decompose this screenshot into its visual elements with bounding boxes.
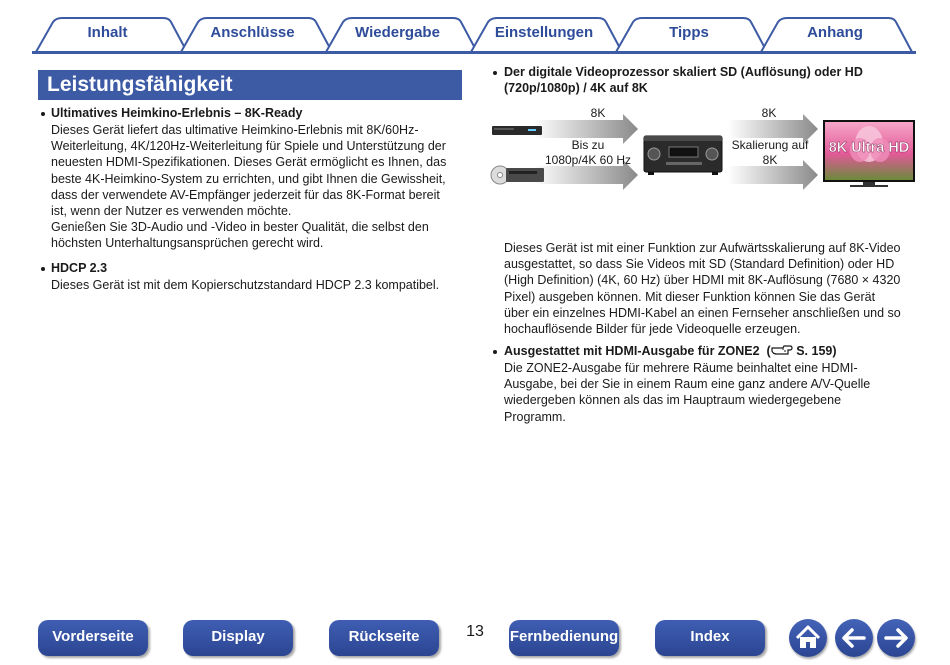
next-page-button[interactable] xyxy=(877,619,915,657)
text-line: dass der verwendete AV-Empfänger jederzeit für das 8K-Format bereit xyxy=(51,187,440,202)
input-resolution-label: 8K xyxy=(590,106,606,120)
section-title: Leistungsfähigkeit xyxy=(38,70,462,100)
index-button[interactable]: Index xyxy=(655,620,765,656)
tv-icon xyxy=(823,120,915,187)
output-resolution-desc xyxy=(720,138,820,168)
text-line: Weiterleitung, 4K/120Hz-Weiterleitung für Spiele und Unterstützung der xyxy=(51,139,446,154)
zone2-title-text: Ausgestattet mit HDMI-Ausgabe für ZONE2 xyxy=(504,344,760,358)
text-line: Skalierung auf xyxy=(731,138,809,152)
bullet-title-hdcp: HDCP 2.3 xyxy=(51,261,108,275)
ref-open-paren: ( xyxy=(763,344,771,358)
av-receiver-icon xyxy=(644,136,722,175)
home-button[interactable] xyxy=(789,619,827,657)
home-icon xyxy=(789,619,827,657)
disc-player-icon xyxy=(491,166,544,184)
arrow-left-icon xyxy=(835,619,873,657)
top-tab-bar xyxy=(0,0,950,60)
text-line: (High Definition) (4K, 60 Hz) über HDMI mit 8K-Auflösung (7680 × 4320 xyxy=(504,273,901,288)
text-line: beste 4K-Heimkino-System zu errichten, und gibt Ihnen die Gewissheit, xyxy=(51,171,446,186)
back-panel-button[interactable]: Rückseite xyxy=(329,620,439,656)
pointing-hand-icon[interactable] xyxy=(771,344,793,356)
text-line: hochauflösende Bilder für jede Videoquelle erzeugen. xyxy=(504,322,801,337)
bullet-dot xyxy=(41,267,45,271)
text-line: Die ZONE2-Ausgabe für mehrere Räume beinhaltet eine HDMI- xyxy=(504,361,858,375)
front-page-button[interactable]: Vorderseite xyxy=(38,620,148,656)
text-line: 8K xyxy=(762,153,778,167)
tab-tips[interactable]: Tipps xyxy=(669,24,709,41)
paragraph-8k-ready xyxy=(51,122,446,252)
bullet-dot xyxy=(493,350,497,354)
output-resolution-label: 8K xyxy=(761,106,777,120)
text-line: Genießen Sie 3D-Audio und -Video in bester Qualität, die selbst den xyxy=(51,220,429,235)
text-line: ist, wenn der Nutzer es verwenden möchte. xyxy=(51,204,292,219)
tab-connections[interactable]: Anschlüsse xyxy=(210,24,295,41)
tab-contents[interactable]: Inhalt xyxy=(87,24,128,41)
text-line: über ein einzelnes HDMI-Kabel an einen Fernseher anschließen und so xyxy=(504,305,901,320)
upscaling-diagram xyxy=(488,100,918,210)
text-line: ausgestattet, so dass Sie Videos mit SD (Standard Definition) oder HD xyxy=(504,257,895,272)
text-line: Der digitale Videoprozessor skaliert SD (Auflösung) oder HD xyxy=(504,65,863,79)
paragraph-zone2 xyxy=(504,360,870,425)
input-resolution-desc xyxy=(533,138,643,168)
bluray-player-icon xyxy=(492,126,542,135)
text-line: Dieses Gerät ist mit einer Funktion zur Aufwärtsskalierung auf 8K-Video xyxy=(504,241,901,255)
text-line: (720p/1080p) / 4K auf 8K xyxy=(504,81,648,95)
paragraph-hdcp: Dieses Gerät ist mit dem Kopierschutzstandard HDCP 2.3 kompatibel. xyxy=(51,278,440,292)
bullet-title-zone2 xyxy=(504,343,837,359)
tab-settings[interactable]: Einstellungen xyxy=(494,24,594,41)
bullet-title-video-processor xyxy=(504,64,863,96)
bullet-dot xyxy=(41,112,45,116)
text-line: wiedergeben können als das im Hauptraum wiedergegebene xyxy=(504,393,842,408)
tv-screen-text: 8K Ultra HD xyxy=(828,140,910,156)
tab-playback[interactable]: Wiedergabe xyxy=(355,24,440,41)
previous-page-button[interactable] xyxy=(835,619,873,657)
text-line: 1080p/4K 60 Hz xyxy=(544,153,632,167)
page-number: 13 xyxy=(466,623,484,640)
tab-appendix[interactable]: Anhang xyxy=(807,24,863,41)
text-line: Pixel) ausgeben können. Mit dieser Funktion können Sie das Gerät xyxy=(504,289,876,304)
text-line: höchsten Unterhaltungsansprüchen gerecht wird. xyxy=(51,236,324,251)
display-button[interactable]: Display xyxy=(183,620,293,656)
bullet-dot xyxy=(493,71,497,75)
text-line: neuesten HDMI-Spezifikationen. Dieses Gerät ermöglicht es Ihnen, das xyxy=(51,155,447,170)
text-line: Programm. xyxy=(504,409,566,424)
bullet-title-8k-ready: Ultimatives Heimkino-Erlebnis – 8K-Ready xyxy=(51,106,303,120)
arrow-right-icon xyxy=(877,619,915,657)
text-line: Ausgabe, bei der Sie in einem Raum eine ganz andere A/V-Quelle xyxy=(504,377,871,392)
text-line: Bis zu xyxy=(571,138,605,152)
remote-control-button[interactable]: Fernbedienung xyxy=(509,620,619,656)
paragraph-upscaling xyxy=(504,240,901,337)
text-line: Dieses Gerät liefert das ultimative Heimkino-Erlebnis mit 8K/60Hz- xyxy=(51,123,419,137)
page-reference-link[interactable]: S. 159) xyxy=(796,344,837,358)
